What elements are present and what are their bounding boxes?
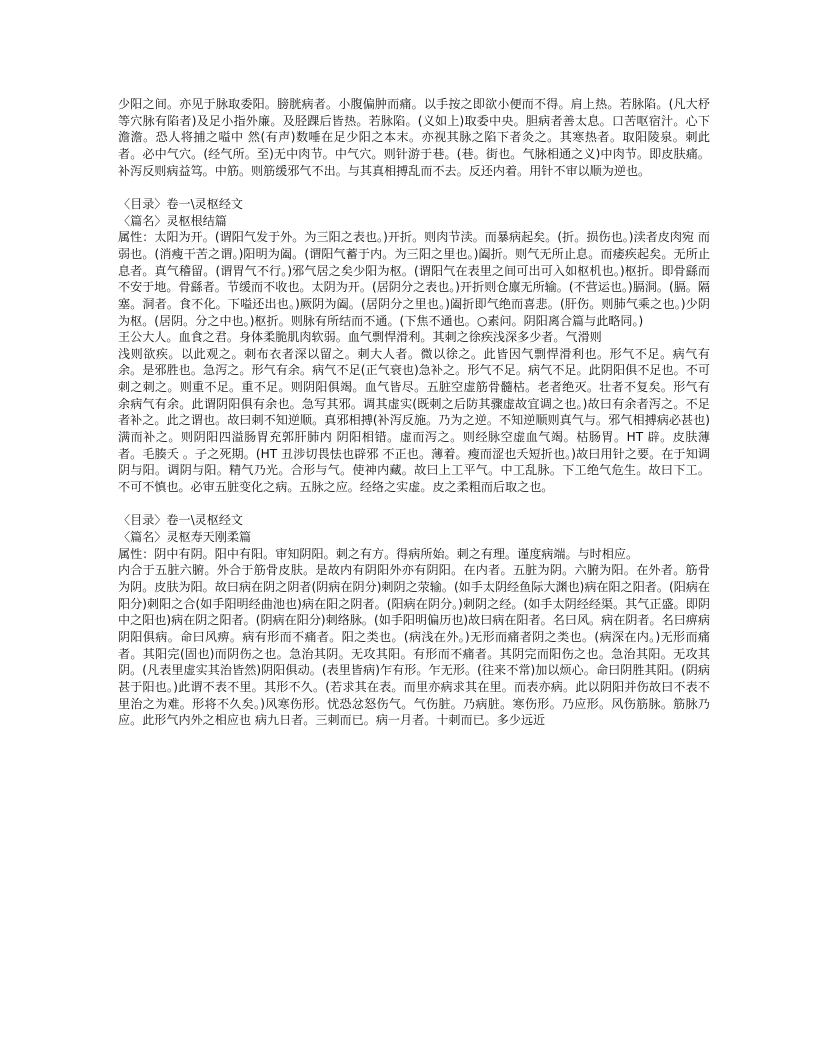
paragraph-spacer-1 — [118, 179, 710, 196]
paragraph-genjie-main: 浅则欲疾。以此观之。刺布衣者深以留之。刺大人者。微以徐之。此皆因气剽悍滑利也。形气不足。病气有余。是邪胜也。急泻之。形气有余。病气不足(正气衰也)急补之。形气不足。病气不足。此阴阳俱不足也。不可刺之刺之。则重不足。重不足。则阴阳俱竭。血气皆尽。五脏空虚筋骨髓枯。老者绝灭。壮者不复矣。形气有余病气有余。此谓阴阳俱有余也。急写其邪。调其虚实(既刺之后防其骤虚故宜调之也。)故曰有余者泻之。不足者补之。此之谓也。故曰刺不知逆顺。真邪相搏(补泻反施。乃为之逆。不知逆顺则真气与。邪气相搏病必甚也)满而补之。则阴阳四溢肠胃充郭肝肺内 阴阳相错。虚而泻之。则经脉空虚血气竭。枯肠胃。HT 辟。皮肤薄者。毛腠夭 。子之死期。(HT 丑涉切畏怯也辟邪 不正也。薄着。瘦而涩也夭短折也。)故曰用针之要。在于知调阴与阳。调阴与阳。精气乃光。合形与气。使神内藏。故曰上工平气。中工乱脉。下工绝气危生。故曰下工。不可不慎也。必审五脏变化之病。五脉之应。经络之实虚。皮之柔粗而后取之也。 — [118, 346, 710, 495]
paragraph-shoutian-main: 内合于五脏六腑。外合于筋骨皮肤。是故内有阴阳外亦有阴阳。在内者。五脏为阴。六腑为阳。在外者。筋骨为阴。皮肤为阳。故曰病在阴之阴者(阴病在阴分)刺阴之荥输。(如手太阴经鱼际大渊也)病在阳之阳者。(阳病在阳分)刺阳之合(如手阳明经曲池也)病在阳之阴者。(阳病在阴分。)刺阴之经。(如手太阴经经渠。其气正盛。即阴中之阳也)病在阴之阳者。(阴病在阳分)刺络脉。(如手阳明偏历也)故曰病在阳者。名曰风。病在阴者。名曰痹病阴阳俱病。命曰风痹。病有形而不痛者。阳之类也。(病浅在外。)无形而痛者阴之类也。(病深在内。)无形而痛者。其阳完(固也)而阴伤之也。急治其阴。无攻其阳。有形而不痛者。其阴完而阳伤之也。急治其阳。无攻其阴。(凡表里虚实其治皆然)阴阳俱动。(表里皆病)乍有形。乍无形。(往来不常)加以烦心。命曰阴胜其阳。(阴病甚于阳也。)此谓不表不里。其形不久。(若求其在表。而里亦病求其在里。而表亦病。此以阴阳并伤故曰不表不里治之为难。形将不久矣。)风寒伤形。忧恐忿怒伤气。气伤脏。乃病脏。寒伤形。乃应形。风伤筋脉。筋脉乃应。此形气内外之相应也 病九日者。三刺而已。病一月者。十刺而已。多少远近 — [118, 563, 710, 728]
paragraph-genjie-attributes: 属性：太阳为开。(谓阳气发于外。为三阳之表也。)开折。则肉节渎。而暴病起矣。(折。损伤也。)渎者皮肉宛 而弱也。(消瘦干苦之谓。)阳明为阖。(谓阳气蓄于内。为三阳之里也。)阖折。则气无所止息。而痿疾起矣。无所止息者。真气稽留。(谓胃气不行。)邪气居之矣少阳为枢。(谓阳气在表里之间可出可入如枢机也。)枢折。即骨繇而不安于地。骨繇者。节缓而不收也。太阴为开。(居阴分之表也。)开折则仓廪无所输。(不营运也。)膈洞。(膈。隔塞。洞者。食不化。下嗌还出也。)厥阴为阖。(居阴分之里也。)阖折即气绝而喜悲。(肝伤。则肺气乘之也。)少阴为枢。(居阴。分之中也。)枢折。则脉有所结而不通。(下焦不通也。○素问。阴阳离合篇与此略同。) — [118, 230, 710, 328]
catalog-line-shoutian: 〈目录〉卷一\灵枢经文 — [118, 513, 244, 528]
document-body — [118, 96, 710, 729]
paragraph-spacer-2 — [118, 496, 710, 513]
paragraph-shoutian-attributes: 属性：阴中有阴。阳中有阳。审知阴阳。刺之有方。得病所始。刺之有理。谨度病端。与时相应。 — [118, 546, 639, 561]
title-line-genjie: 〈篇名〉灵枢根结篇 — [118, 213, 227, 228]
paragraph-genjie-wanggong: 王公大人。血食之君。身体柔脆肌肉软弱。血气剽悍滑利。其刺之徐疾浅深多少者。气滑则 — [118, 330, 602, 345]
catalog-line-genjie: 〈目录〉卷一\灵枢经文 — [118, 196, 244, 211]
title-line-shoutian: 〈篇名〉灵枢寿天刚柔篇 — [118, 530, 252, 545]
paragraph-continued: 少阳之间。亦见于脉取委阳。膀胱病者。小腹偏肿而痛。以手按之即欲小便而不得。肩上热。若脉陷。(凡大杼等穴脉有陷者)及足小指外廉。及胫踝后皆热。若脉陷。(义如上)取委中央。胆病者善太息。口苦呕宿汁。心下澹澹。恐人将捕之嗌中 然(有声)数唾在足少阳之本末。亦视其脉之陷下者灸之。其寒热者。取阳陵泉。刺此者。必中气穴。(经气所。至)无中肉节。中气穴。则针游于巷。(巷。街也。气脉相通之义)中肉节。即皮肤痛。补泻反则病益笃。中筋。则筋缓邪气不出。与其真相搏乱而不去。反还内着。用针不审以顺为逆也。 — [118, 97, 710, 178]
